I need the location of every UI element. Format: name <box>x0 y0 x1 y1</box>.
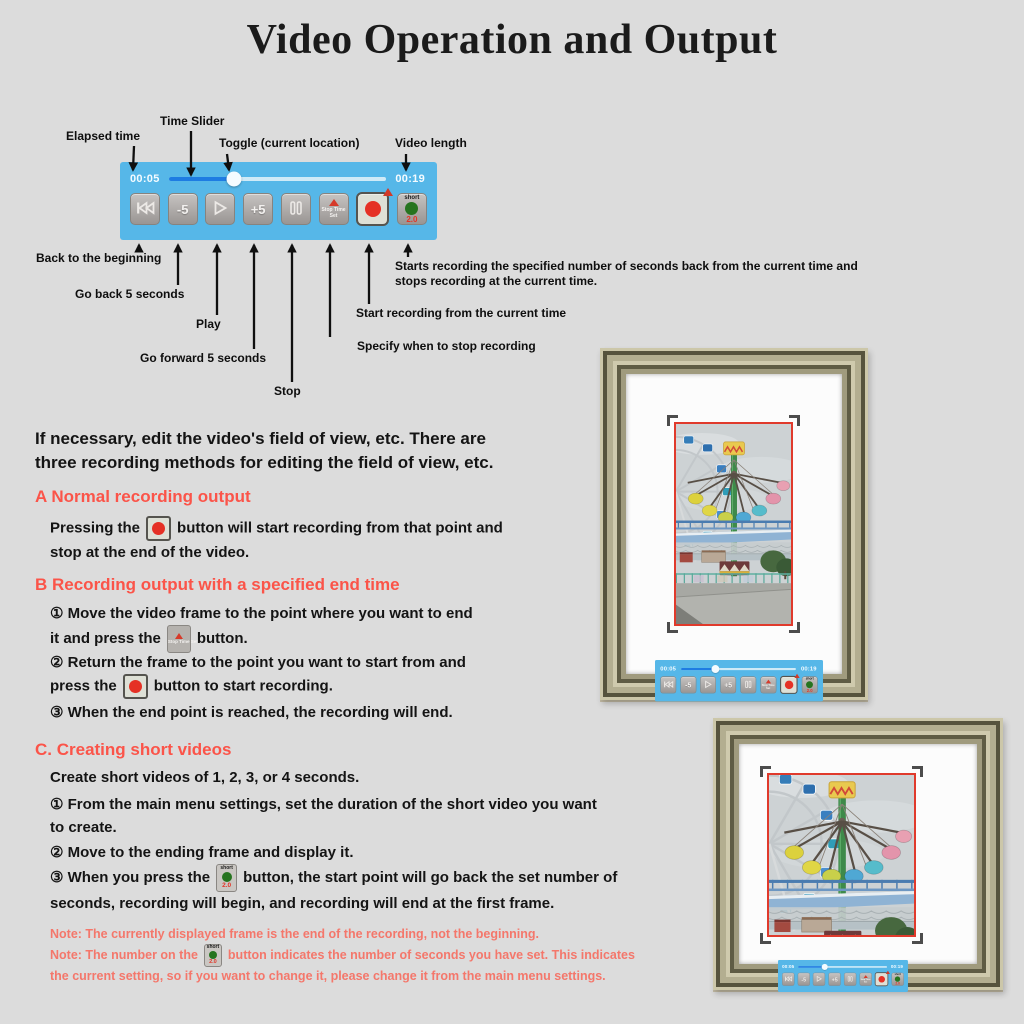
note-2: Note: The number on the short 2.0 button indicates the number of seconds you have set. This indicates the current setting, so if you want to change it, please change it from the main menu settings. <box>50 944 635 983</box>
crop-selection[interactable] <box>767 773 916 937</box>
callout-play: Play <box>196 317 221 331</box>
callout-go-forward-5: Go forward 5 seconds <box>140 351 267 365</box>
video-length: 00:19 <box>890 964 904 970</box>
intro-text: If necessary, edit the video's field of view, etc. There are three recording methods for editing the field of view, etc. <box>35 429 494 472</box>
back-5-button[interactable]: -5 <box>168 193 198 225</box>
callout-stop: Stop <box>274 384 301 398</box>
player-bar-mini-2 <box>778 960 908 992</box>
forward-5-button[interactable]: +5 <box>828 973 840 986</box>
back-to-beginning-button[interactable] <box>660 676 676 693</box>
player-bar <box>778 960 908 992</box>
forward-5-button[interactable]: +5 <box>243 193 273 225</box>
stop-time-marker-icon <box>794 674 799 678</box>
section-b-header: B Recording output with a specified end time <box>35 575 400 594</box>
record-button-icon-inline <box>146 516 171 541</box>
section-b-step2: ② Return the frame to the point you want to start from and press the button to start recording. <box>50 651 466 699</box>
player-bar <box>655 660 823 701</box>
page-title: Video Operation and Output <box>246 17 778 63</box>
crop-handle-top-left[interactable] <box>667 415 678 426</box>
record-icon <box>365 201 381 217</box>
callout-toggle: Toggle (current location) <box>219 136 360 150</box>
stop-marker-icon <box>329 199 339 206</box>
pause-button[interactable] <box>844 973 856 986</box>
short-record-button[interactable]: short 2.0 <box>802 676 818 693</box>
digital-photo-frame-2 <box>713 718 1003 990</box>
crop-handle-bottom-left[interactable] <box>760 933 771 944</box>
stop-time-marker-icon <box>886 971 890 974</box>
time-slider[interactable] <box>798 966 887 968</box>
pause-icon <box>847 975 853 983</box>
slider-toggle[interactable] <box>711 665 719 673</box>
slider-progress <box>681 668 716 670</box>
crop-handle-bottom-right[interactable] <box>912 933 923 944</box>
player-bar-mini-1 <box>655 660 823 701</box>
stop-time-set-button[interactable]: Stop Time Set <box>859 973 871 986</box>
stop-time-set-icon-inline: Stop Time Set <box>167 625 191 653</box>
note-1: Note: The currently displayed frame is the end of the recording, not the beginning. <box>50 927 539 941</box>
time-slider[interactable] <box>681 668 796 670</box>
play-icon <box>704 680 712 690</box>
back-to-beginning-button[interactable] <box>130 193 160 225</box>
skip-back-icon <box>663 680 674 689</box>
stop-time-set-button[interactable]: Stop Time Set <box>319 193 349 225</box>
digital-photo-frame-1 <box>600 348 868 700</box>
stop-time-marker-icon <box>383 188 393 196</box>
short-record-icon <box>806 681 813 688</box>
player-bar <box>120 162 437 240</box>
play-icon <box>816 975 823 983</box>
pause-icon <box>289 200 303 219</box>
play-button[interactable] <box>700 676 716 693</box>
section-b-step3: ③ When the end point is reached, the recording will end. <box>50 704 453 721</box>
elapsed-time: 00:05 <box>782 964 795 970</box>
section-c-header: C. Creating short videos <box>35 740 232 759</box>
slider-toggle[interactable] <box>226 172 241 187</box>
section-c-step1: ① From the main menu settings, set the duration of the short video you want to create. <box>50 796 597 836</box>
callout-go-back-5: Go back 5 seconds <box>75 287 185 301</box>
callout-elapsed-time: Elapsed time <box>66 129 141 143</box>
callout-start-recording: Start recording from the current time <box>356 306 567 320</box>
record-button[interactable] <box>356 192 389 226</box>
crop-handle-bottom-right[interactable] <box>789 622 800 633</box>
skip-back-icon <box>135 201 155 218</box>
section-c-step2: ② Move to the ending frame and display it. <box>50 844 354 861</box>
slider-progress <box>169 177 234 181</box>
callout-back-to-beginning: Back to the beginning <box>36 251 162 265</box>
crop-handle-bottom-left[interactable] <box>667 622 678 633</box>
stop-time-set-button[interactable]: Stop Time Set <box>760 676 776 693</box>
short-record-icon <box>895 976 900 981</box>
callout-short-record: Starts recording the specified number of seconds back from the current time and stops recording at the current time. <box>395 259 858 288</box>
callout-time-slider: Time Slider <box>160 114 225 128</box>
back-5-button[interactable]: -5 <box>798 973 810 986</box>
record-button[interactable] <box>780 676 797 694</box>
pause-button[interactable] <box>740 676 756 693</box>
play-button[interactable] <box>205 193 235 225</box>
forward-5-button[interactable]: +5 <box>720 676 736 693</box>
callout-specify-stop: Specify when to stop recording <box>357 339 536 353</box>
pause-icon <box>744 680 751 690</box>
short-record-icon <box>405 202 418 215</box>
record-icon <box>878 976 885 983</box>
time-slider[interactable] <box>169 177 387 181</box>
section-b-step1: ① Move the video frame to the point where you want to end it and press the Stop Time Set button. <box>50 602 473 653</box>
stop-marker-icon <box>766 679 771 683</box>
record-icon <box>785 681 793 689</box>
callout-video-length: Video length <box>395 136 467 150</box>
video-frame-photo <box>674 422 793 626</box>
crop-selection[interactable] <box>674 422 793 626</box>
record-button[interactable] <box>875 972 889 986</box>
section-a-text: Pressing the button will start recording from that point and stop at the end of the video. <box>50 516 503 564</box>
frame-mat <box>626 374 842 674</box>
back-5-button[interactable]: -5 <box>680 676 696 693</box>
crop-handle-top-left[interactable] <box>760 766 771 777</box>
record-button-icon-inline <box>123 674 148 699</box>
back-to-beginning-button[interactable] <box>782 973 794 986</box>
short-button-icon-inline: short 2.0 <box>216 864 237 892</box>
section-c-intro: Create short videos of 1, 2, 3, or 4 seconds. <box>50 769 360 786</box>
crop-handle-top-right[interactable] <box>789 415 800 426</box>
elapsed-time: 00:05 <box>130 173 160 185</box>
crop-handle-top-right[interactable] <box>912 766 923 777</box>
short-button-icon-inline: short 2.0 <box>204 944 222 967</box>
section-c-step3: ③ When you press the short 2.0 button, the start point will go back the set number of seconds, recording will begin, and recording will end at the first frame. <box>50 865 618 912</box>
skip-back-icon <box>784 976 792 983</box>
frame-mat <box>739 744 977 964</box>
play-icon <box>212 200 228 219</box>
video-length: 00:19 <box>395 173 425 185</box>
short-record-button[interactable]: short 2.0 <box>892 973 904 986</box>
slider-toggle[interactable] <box>822 964 828 970</box>
section-a-header: A Normal recording output <box>35 487 251 506</box>
play-button[interactable] <box>813 973 825 986</box>
elapsed-time: 00:05 <box>660 665 677 673</box>
short-record-button[interactable]: short 2.0 <box>397 193 427 225</box>
video-length: 00:19 <box>800 665 817 673</box>
pause-button[interactable] <box>281 193 311 225</box>
video-frame-photo <box>767 773 916 937</box>
